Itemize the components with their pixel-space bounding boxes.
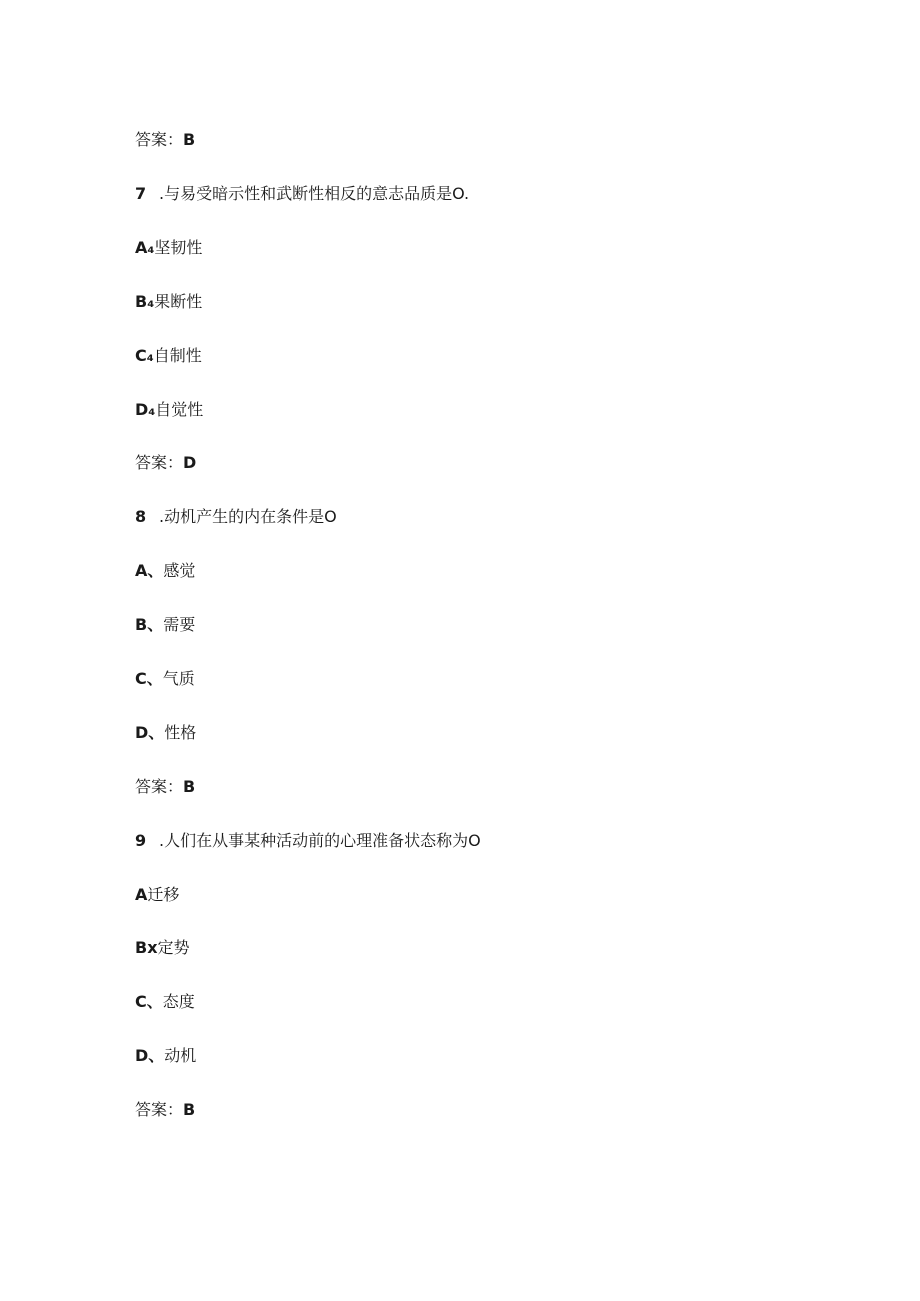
option-text: 态度 — [162, 992, 195, 1011]
option-text: 气质 — [162, 669, 195, 688]
question-number: 9 — [135, 831, 147, 850]
option-line — [135, 238, 202, 258]
option-marker: D₄ — [135, 400, 156, 419]
option-line — [135, 885, 179, 905]
option-text: 定势 — [157, 938, 190, 957]
option-marker: B₄ — [135, 292, 155, 311]
option-text: 需要 — [163, 615, 196, 634]
option-line — [135, 723, 196, 743]
answer-line — [135, 1100, 195, 1120]
question-text: .人们在从事某种活动前的心理准备状态称为O — [159, 831, 481, 850]
option-line — [135, 938, 190, 958]
option-marker: C、 — [135, 669, 163, 688]
option-line — [135, 615, 195, 635]
option-marker: D、 — [135, 723, 165, 742]
option-line — [135, 669, 195, 689]
answer-value: B — [183, 130, 196, 149]
option-text: 动机 — [164, 1046, 197, 1065]
question-number: 7 — [135, 184, 147, 203]
answer-line — [135, 130, 195, 150]
option-marker: A — [135, 885, 148, 904]
option-text: 感觉 — [163, 561, 196, 580]
option-line — [135, 346, 202, 366]
answer-prefix: 答案： — [135, 453, 184, 472]
answer-line — [135, 777, 195, 797]
option-line — [135, 992, 195, 1012]
option-line — [135, 561, 195, 581]
option-marker: B、 — [135, 615, 164, 634]
answer-value: B — [183, 1100, 196, 1119]
answer-value: D — [183, 453, 197, 472]
option-text: 性格 — [164, 723, 197, 742]
answer-prefix: 答案： — [135, 130, 184, 149]
question-line — [135, 184, 469, 204]
option-text: 自觉性 — [155, 400, 204, 419]
answer-line — [135, 453, 196, 473]
option-marker: Bx — [135, 938, 158, 957]
option-line — [135, 292, 202, 312]
answer-prefix: 答案： — [135, 1100, 184, 1119]
option-text: 迁移 — [147, 885, 180, 904]
option-line — [135, 400, 203, 420]
option-marker: A、 — [135, 561, 164, 580]
option-text: 坚韧性 — [154, 238, 203, 257]
question-number: 8 — [135, 507, 147, 526]
question-text: .与易受暗示性和武断性相反的意志品质是O. — [159, 184, 470, 203]
option-marker: A₄ — [135, 238, 155, 257]
option-text: 果断性 — [154, 292, 203, 311]
option-marker: D、 — [135, 1046, 165, 1065]
option-marker: C₄ — [135, 346, 154, 365]
option-marker: C、 — [135, 992, 163, 1011]
answer-value: B — [183, 777, 196, 796]
option-text: 自制性 — [153, 346, 202, 365]
question-line — [135, 831, 481, 851]
option-line — [135, 1046, 196, 1066]
question-line — [135, 507, 337, 527]
question-text: .动机产生的内在条件是O — [159, 507, 337, 526]
answer-prefix: 答案： — [135, 777, 184, 796]
